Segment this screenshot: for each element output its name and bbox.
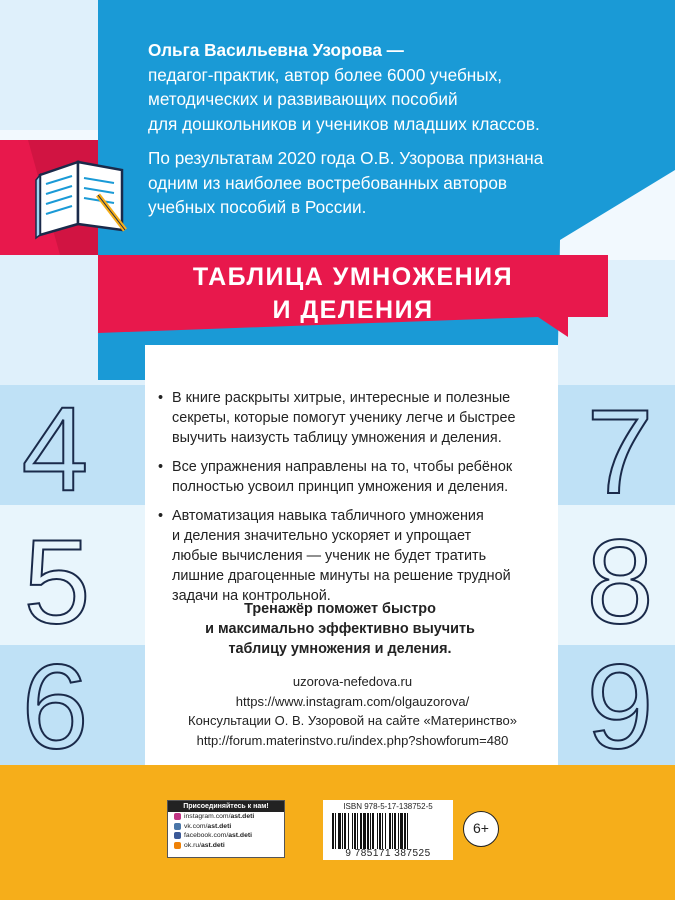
feature-line: секреты, которые помогут ученику легче и быстрее [172,410,516,426]
social-prefix: ok.ru/ [184,841,201,849]
isbn-barcode-box [323,800,453,860]
barcode-digits: 9 785171 387525 [345,848,431,859]
barcode-bar [407,813,408,849]
feature-line: Все упражнения направлены на то, чтобы ребёнок [172,459,513,475]
barcode-bar [382,813,383,849]
vk-icon [174,823,181,830]
feature-line: полностью усвоил принцип умножения и деления. [172,479,509,495]
age-rating-badge: 6+ [463,811,499,847]
instagram-link[interactable]: https://www.instagram.com/olgauzorova/ [235,693,470,709]
feature-list [158,388,548,615]
bullet-mark: • [158,508,164,524]
isbn-label: ISBN 978-5-17-138752-5 [343,802,433,811]
barcode-bar [400,813,403,849]
author-line: учебных пособий в России. [148,197,367,217]
barcode-bar [367,813,369,849]
barcode-graphic [330,813,446,849]
open-notebook-icon [10,150,135,245]
social-item-facebook[interactable] [168,831,284,841]
feature-line: Автоматизация навыка табличного умножения [172,508,484,524]
title-ribbon [98,255,608,333]
barcode-bar [372,813,374,849]
bullet-mark: • [158,390,164,406]
digit-5-outline [12,525,102,635]
feature-line: и деления значительно ускоряет и упрощает [172,528,472,544]
social-handle: ast.deti [230,813,255,820]
svg-text:8: 8 [586,525,654,635]
social-item-ok[interactable] [168,841,284,851]
bullet-mark: • [158,459,164,475]
barcode-bar [394,813,396,849]
svg-text:4: 4 [21,395,89,505]
digit-4-outline [10,395,100,505]
author-bio [148,38,648,230]
feature-item [158,388,548,448]
barcode-bar [389,813,391,849]
consultation-note: Консультации О. В. Узоровой на сайте «Материнство» [188,713,517,728]
barcode-bar [357,813,358,849]
author-line: По результатам 2020 года О.В. Узорова признана [148,148,544,168]
contact-links [150,672,555,750]
promo-text [175,599,505,659]
social-handle: ast.deti [201,841,225,849]
barcode-bar [404,813,406,849]
svg-text:7: 7 [586,395,654,505]
social-item-instagram[interactable] [168,812,284,822]
promo-line: таблицу умножения и деления. [228,641,452,657]
social-handle: ast.deti [228,832,252,839]
barcode-bar [352,813,353,849]
barcode-bar [377,813,378,849]
barcode-bar [344,813,346,849]
forum-link[interactable]: http://forum.materinstvo.ru/index.php?showforum=480 [196,732,509,748]
barcode-bar [370,813,371,849]
barcode-bar [342,813,343,849]
social-header: Присоединяйтесь к нам! [168,801,284,812]
social-links-box [167,800,285,858]
feature-line: задачи на контрольной. [172,588,331,604]
book-title-line: И ДЕЛЕНИЯ [272,296,434,324]
social-prefix: vk.com/ [184,822,208,830]
author-line: педагог-практик, автор более 6000 учебных, [148,64,503,85]
book-title-line: ТАБЛИЦА УМНОЖЕНИЯ [192,263,514,291]
feature-item [158,457,548,497]
social-prefix: instagram.com/ [184,813,231,820]
social-handle: ast.deti [207,822,232,830]
feature-line: В книге раскрыты хитрые, интересные и полезные [172,390,511,406]
barcode-bar [332,813,334,849]
author-name: Ольга Васильевна Узорова — [148,40,404,60]
facebook-icon [174,832,181,839]
website-link[interactable]: uzorova-nefedova.ru [292,674,413,689]
author-line: методических и развивающих пособий [148,89,458,109]
social-item-vk[interactable] [168,822,284,832]
barcode-bar [392,813,393,849]
promo-line: и максимально эффективно выучить [205,621,475,637]
svg-text:6: 6 [21,650,89,760]
social-prefix: facebook.com/ [184,832,229,839]
barcode-bar [338,813,341,849]
digit-9-outline [575,650,665,760]
instagram-icon [174,813,181,820]
barcode-bar [348,813,349,849]
svg-text:9: 9 [586,650,654,760]
barcode-bar [379,813,381,849]
digit-7-outline [575,395,665,505]
promo-line: Тренажёр поможет быстро [244,601,436,617]
digit-6-outline [10,650,100,760]
barcode-bar [398,813,399,849]
author-line: одним из наиболее востребованных авторов [148,172,508,193]
feature-item [158,506,548,606]
barcode-bar [335,813,336,849]
barcode-bar [354,813,356,849]
odnoklassniki-icon [174,842,181,849]
barcode-bar [360,813,362,849]
feature-line: лишние драгоценные минуты на решение трудной [172,568,511,584]
barcode-bar [385,813,386,849]
feature-line: выучить наизусть таблицу умножения и деления. [172,430,502,446]
barcode-bar [363,813,366,849]
svg-text:5: 5 [23,525,91,635]
author-line: для дошкольников и учеников младших классов. [148,113,540,134]
feature-line: любые вычисления — ученик не будет тратить [172,548,487,564]
digit-8-outline [575,525,665,635]
